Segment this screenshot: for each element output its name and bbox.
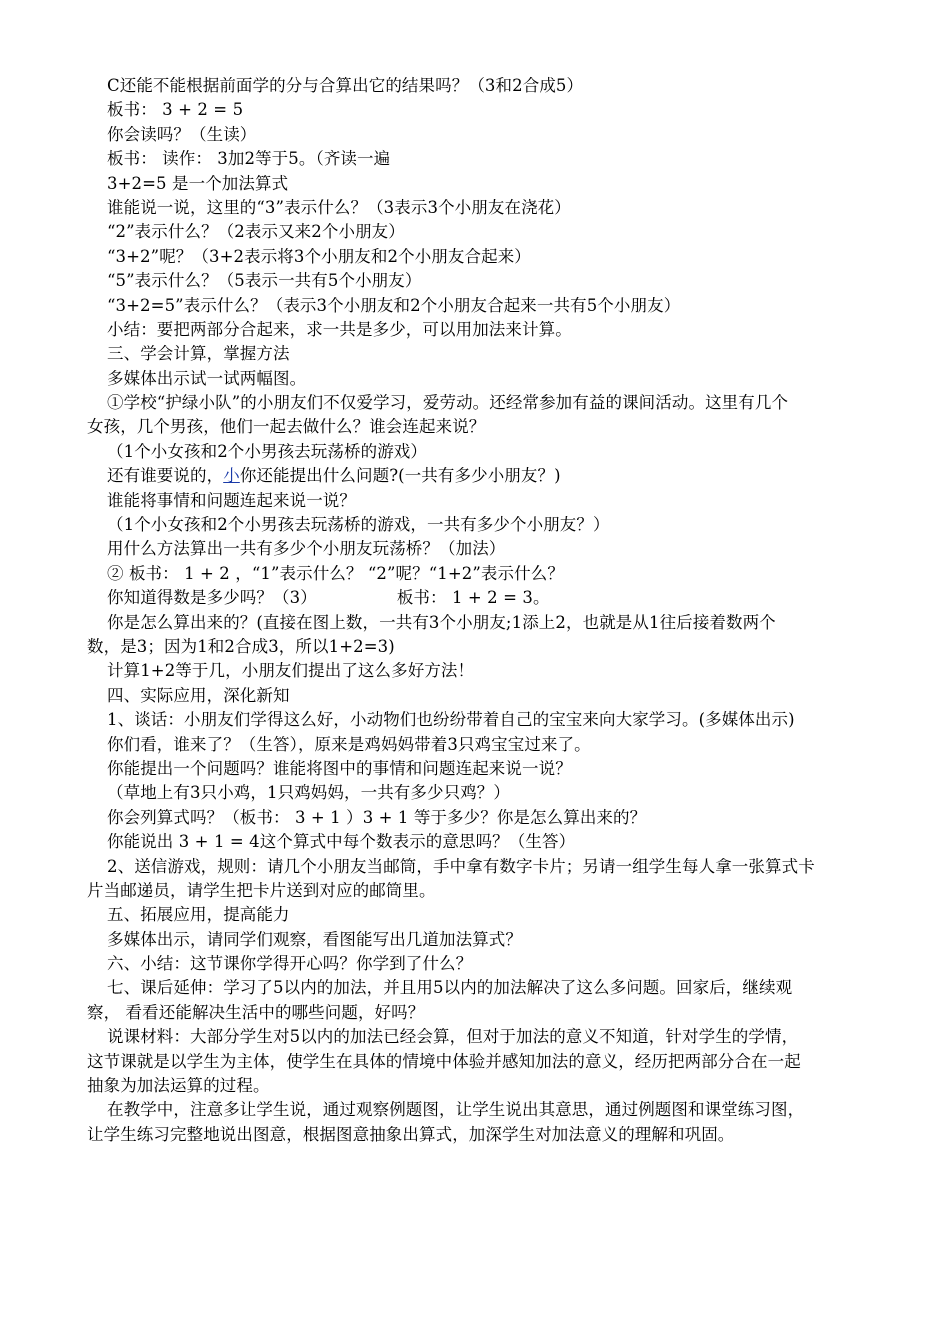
text-line: 数，是3；因为1和2合成3，所以1+2=3)	[87, 636, 395, 656]
text-line: 用什么方法算出一共有多少个小朋友玩荡桥？（加法）	[107, 539, 506, 559]
text-line: 你会列算式吗？（板书： 3 + 1 ）3 + 1 等于多少？你是怎么算出来的？	[107, 807, 647, 827]
text-line: 多媒体出示，请同学们观察，看图能写出几道加法算式？	[107, 929, 522, 949]
text-line: “5”表示什么？（5表示一共有5个小朋友）	[107, 271, 422, 291]
hyperlink[interactable]: 小	[223, 466, 240, 486]
text-line: 你会读吗？（生读）	[107, 124, 257, 144]
text-line: 板书： 读作： 3加2等于5。（齐读一遍	[107, 149, 391, 169]
section-heading: 三、学会计算，掌握方法	[107, 344, 290, 364]
text-line: ①学校“护绿小队”的小朋友们不仅爱学习，爱劳动。还经常参加有益的课间活动。这里有几个	[107, 393, 789, 413]
text-line: C还能不能根据前面学的分与合算出它的结果吗？（3和2合成5）	[107, 76, 584, 95]
text-line: 察， 看看还能解决生活中的哪些问题，好吗？	[87, 1002, 425, 1022]
text-line: 多媒体出示试一试两幅图。	[107, 368, 307, 388]
section-heading: 四、实际应用，深化新知	[107, 685, 290, 705]
text-segment: 板书： 1 + 2 = 3。	[396, 588, 550, 608]
text-line: 让学生练习完整地说出图意，根据图意抽象出算式，加深学生对加法意义的理解和巩固。	[87, 1124, 735, 1144]
section-heading: 五、拓展应用，提高能力	[107, 905, 290, 925]
text-line: 抽象为加法运算的过程。	[87, 1076, 270, 1096]
text-line: 这节课就是以学生为主体，使学生在具体的情境中体验并感知加法的意义，经历把两部分合在一起	[87, 1051, 801, 1071]
text-line: 谁能说一说，这里的“3”表示什么？（3表示3个小朋友在浇花）	[107, 197, 571, 217]
text-line: （草地上有3只小鸡，1只鸡妈妈，一共有多少只鸡？）	[107, 783, 510, 803]
text-line: 女孩，几个男孩，他们一起去做什么？谁会连起来说？	[87, 417, 486, 437]
text-line: 1、谈话：小朋友们学得这么好，小动物们也纷纷带着自己的宝宝来向大家学习。(多媒体出示)	[107, 710, 795, 730]
text-line: “2”表示什么？（2表示又来2个小朋友）	[107, 222, 405, 242]
text-line: 3+2=5 是一个加法算式	[107, 173, 289, 193]
text-line: 你能提出一个问题吗？谁能将图中的事情和问题连起来说一说？	[107, 758, 572, 778]
text-line: （1个小女孩和2个小男孩去玩荡桥的游戏，一共有多少个小朋友？）	[107, 515, 610, 535]
text-line: （1个小女孩和2个小男孩去玩荡桥的游戏）	[107, 441, 427, 461]
text-line: “3+2=5”表示什么？（表示3个小朋友和2个小朋友合起来一共有5个小朋友）	[107, 295, 681, 315]
text-line: 七、课后延伸：学习了5以内的加法，并且用5以内的加法解决了这么多问题。回家后，继续观	[107, 978, 793, 998]
text-line: ② 板书： 1 + 2 ，“1”表示什么？ “2”呢？“1+2”表示什么？	[107, 563, 564, 583]
text-line: 板书： 3 + 2 = 5	[107, 100, 244, 120]
text-line: 六、小结：这节课你学得开心吗？你学到了什么？	[107, 954, 473, 974]
text-line: 计算1+2等于几，小朋友们提出了这么多好方法！	[107, 661, 475, 681]
text-line: “3+2”呢？（3+2表示将3个小朋友和2个小朋友合起来）	[107, 246, 531, 266]
text-line: 2、送信游戏，规则：请几个小朋友当邮筒，手中拿有数字卡片；另请一组学生每人拿一张算式卡	[107, 856, 815, 876]
text-line: 小结：要把两部分合起来，求一共是多少，可以用加法来计算。	[107, 319, 572, 339]
text-line	[107, 586, 890, 610]
text-line: 你们看，谁来了？（生答），原来是鸡妈妈带着3只鸡宝宝过来了。	[107, 734, 591, 754]
text-line: 在教学中，注意多让学生说，通过观察例题图，让学生说出其意思，通过例题图和课堂练习图，	[107, 1100, 805, 1120]
text-line: 你能说出 3 + 1 = 4这个算式中每个数表示的意思吗？（生答）	[107, 832, 576, 852]
text-segment: 你知道得数是多少吗？（3）	[107, 588, 317, 608]
text-line: 你是怎么算出来的？(直接在图上数，一共有3个小朋友;1添上2，也就是从1往后接着数两个	[107, 612, 776, 632]
text-line: 片当邮递员，请学生把卡片送到对应的邮筒里。	[87, 880, 436, 900]
text-segment: 还有谁要说的，	[107, 466, 224, 486]
text-line: 说课材料：大部分学生对5以内的加法已经会算，但对于加法的意义不知道，针对学生的学情，	[107, 1027, 799, 1047]
text-line: 谁能将事情和问题连起来说一说？	[107, 490, 356, 510]
text-line	[107, 464, 890, 488]
text-segment: 你还能提出什么问题?(一共有多少小朋友？)	[239, 466, 561, 486]
